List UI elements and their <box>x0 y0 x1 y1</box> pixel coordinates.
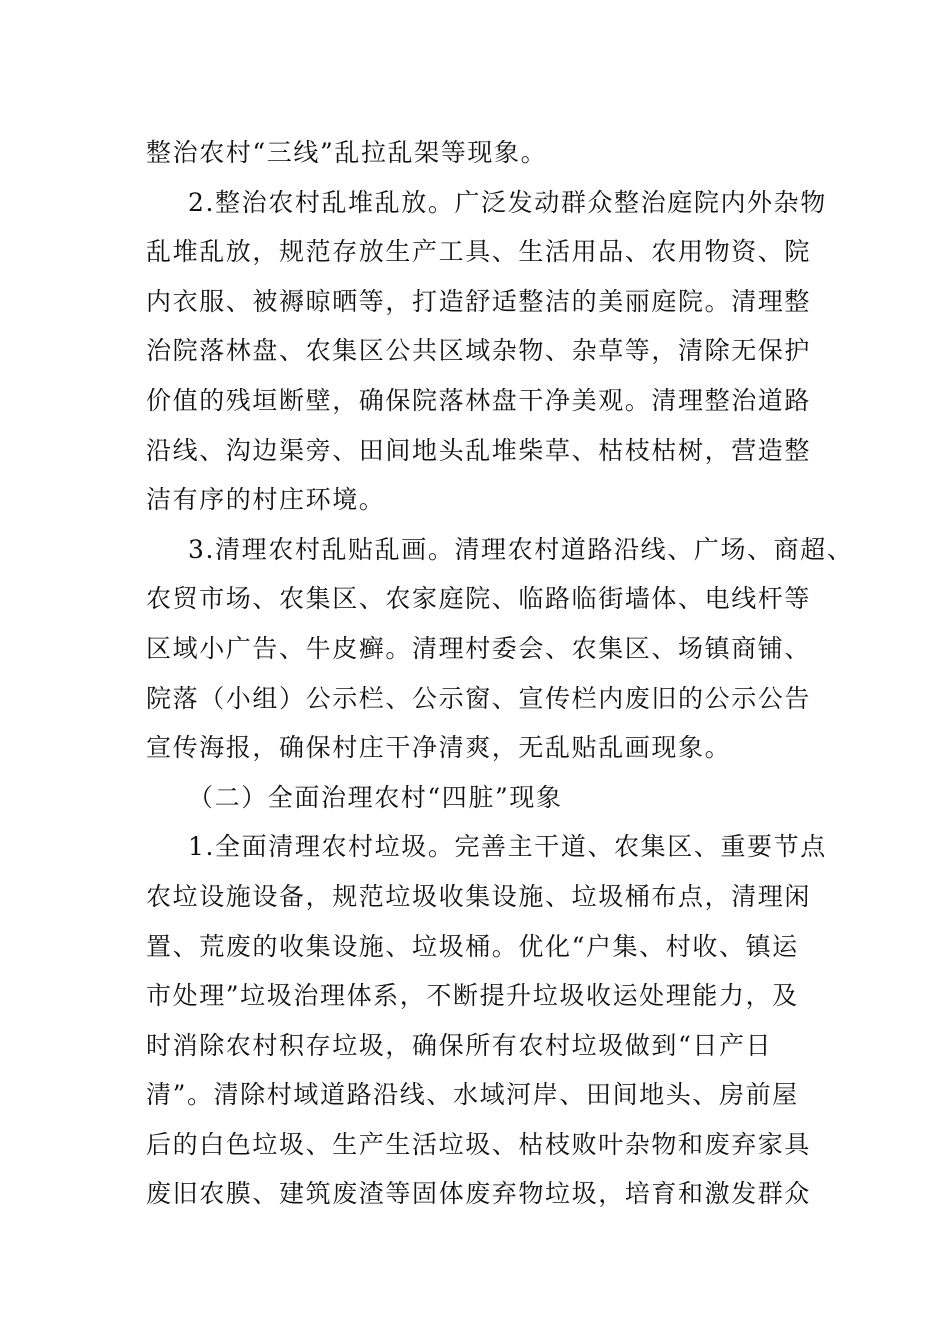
text-line: 清”。清除村域道路沿线、水域河岸、田间地头、房前屋 <box>146 1080 799 1110</box>
text-line: 沿线、沟边渠旁、田间地头乱堆柴草、枯枝枯树，营造整 <box>146 435 812 465</box>
text-line: 整治农村“三线”乱拉乱架等现象。 <box>146 138 548 167</box>
text-line: 洁有序的村庄环境。 <box>146 485 386 515</box>
text-line: 时消除农村积存垃圾，确保所有农村垃圾做到“日产日 <box>146 1030 773 1060</box>
text-line: 废旧农膜、建筑废渣等固体废弃物垃圾，培育和激发群众 <box>146 1179 812 1209</box>
section-heading: （二）全面治理农村“四脏”现象 <box>188 782 563 812</box>
text-line: 后的白色垃圾、生产生活垃圾、枯枝败叶杂物和废弃家具 <box>146 1129 812 1159</box>
text-line: 2.整治农村乱堆乱放。广泛发动群众整治庭院内外杂物 <box>188 187 827 217</box>
text-line: 市处理”垃圾治理体系，不断提升垃圾收运处理能力，及 <box>146 981 799 1011</box>
text-line: 价值的残垣断壁，确保院落林盘干净美观。清理整治道路 <box>146 385 812 415</box>
text-line: 置、荒废的收集设施、垃圾桶。优化“户集、村收、镇运 <box>146 931 799 961</box>
text-line: 治院落林盘、农集区公共区域杂物、杂草等，清除无保护 <box>146 336 812 366</box>
text-line: 院落（小组）公示栏、公示窗、宣传栏内废旧的公示公告 <box>146 683 812 713</box>
text-line: 农贸市场、农集区、农家庭院、临路临街墙体、电线杆等 <box>146 584 812 614</box>
text-line: 1.全面清理农村垃圾。完善主干道、农集区、重要节点 <box>188 832 827 862</box>
text-line: 农垃设施设备，规范垃圾收集设施、垃圾桶布点，清理闲 <box>146 881 812 911</box>
text-line: 内衣服、被褥晾晒等，打造舒适整洁的美丽庭院。清理整 <box>146 286 812 316</box>
text-line: 3.清理农村乱贴乱画。清理农村道路沿线、广场、商超、 <box>188 534 854 564</box>
text-line: 宣传海报，确保村庄干净清爽，无乱贴乱画现象。 <box>146 733 732 763</box>
text-line: 乱堆乱放，规范存放生产工具、生活用品、农用物资、院 <box>146 237 812 267</box>
text-line: 区域小广告、牛皮癣。清理村委会、农集区、场镇商铺、 <box>146 633 812 663</box>
document-body <box>146 128 854 1219</box>
